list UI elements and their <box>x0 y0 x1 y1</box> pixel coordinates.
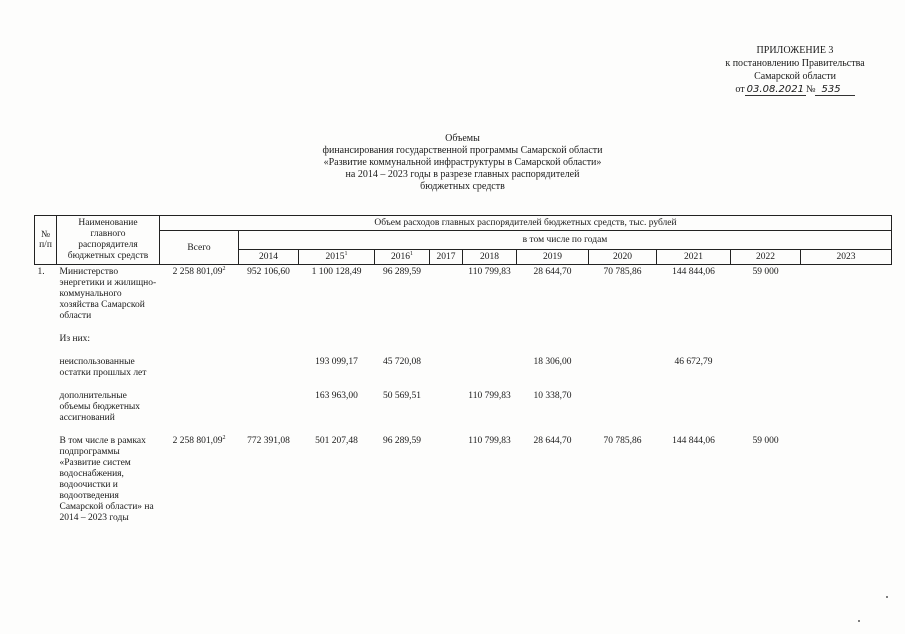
year-value-cell: 193 099,17 <box>315 357 358 367</box>
header-year: 2014 <box>239 250 299 265</box>
header-year: 2016$^1$ <box>375 250 430 265</box>
appendix-line-region: Самарской области <box>754 71 836 82</box>
year-value-cell <box>430 265 463 325</box>
header-year: 2020 <box>589 250 657 265</box>
year-value-cell: 10 338,70 <box>533 391 572 401</box>
row-number: 1. <box>37 267 45 277</box>
year-value-cell <box>589 355 657 381</box>
table-row <box>35 332 892 347</box>
number-prefix: № <box>805 84 816 95</box>
year-value-cell <box>239 355 299 381</box>
header-year: 2022 <box>731 250 801 265</box>
year-value-cell <box>731 355 801 381</box>
year-value-cell: 28 644,70 <box>533 436 572 446</box>
header-year: 2018 <box>463 250 517 265</box>
scan-speck <box>886 596 888 598</box>
table-row <box>35 265 892 325</box>
year-value-cell <box>299 332 375 347</box>
row-name: В том числе в рамках подпрограммы «Развитие систем водоснабжения, водоочистки и водоотведения Самарской области» на 2014 – 2023 годы <box>59 436 154 523</box>
year-value-cell <box>239 332 299 347</box>
year-value-cell: 28 644,70 <box>533 267 572 277</box>
financing-table <box>34 215 892 526</box>
header-year: 2021 <box>657 250 731 265</box>
title-line-3: «Развитие коммунальной инфраструктуры в Самарской области» <box>323 157 602 168</box>
title-line-5: бюджетных средств <box>420 181 505 192</box>
year-value-cell <box>801 389 892 426</box>
year-value-cell: 96 289,59 <box>383 267 421 277</box>
appendix-date-line <box>735 83 854 96</box>
appendix-line-resolution: к постановлению Правительства <box>725 58 865 69</box>
year-value-cell: 952 106,60 <box>247 267 290 277</box>
year-value-cell <box>801 355 892 381</box>
year-value-cell: 96 289,59 <box>383 436 421 446</box>
year-value-cell <box>430 355 463 381</box>
table-row <box>35 389 892 426</box>
appendix-block <box>705 44 885 96</box>
document-title <box>0 133 905 193</box>
row-name: неиспользованные остатки прошлых лет <box>59 357 147 378</box>
scan-speck <box>858 620 860 622</box>
year-value-cell <box>430 332 463 347</box>
year-value-cell <box>731 332 801 347</box>
year-value-cell <box>801 332 892 347</box>
title-line-4: на 2014 – 2023 годы в разрезе главных распорядителей <box>345 169 580 180</box>
year-value-cell: 59 000 <box>752 267 779 277</box>
year-value-cell <box>657 332 731 347</box>
year-value-cell: 144 844,06 <box>672 436 715 446</box>
year-value-cell <box>801 434 892 526</box>
row-name: дополнительные объемы бюджетных ассигнований <box>59 391 141 423</box>
appendix-title: ПРИЛОЖЕНИЕ 3 <box>756 45 834 56</box>
header-year: 2015$^1$ <box>299 250 375 265</box>
year-value-cell: 46 672,79 <box>674 357 713 367</box>
year-value-cell: 18 306,00 <box>533 357 572 367</box>
footnote-mark: 1 <box>410 251 413 257</box>
footnote-mark: 2 <box>222 266 226 272</box>
year-value-cell: 70 785,86 <box>603 436 642 446</box>
header-distributor-name: Наименование главного распорядителя бюджетных средств <box>57 216 160 265</box>
handwritten-date: 03.08.2021 <box>746 84 804 95</box>
header-expense-volume: Объем расходов главных распорядителей бюджетных средств, тыс. рублей <box>160 216 892 231</box>
year-value-cell: 59 000 <box>752 436 779 446</box>
date-prefix: от <box>735 84 745 95</box>
year-value-cell <box>589 332 657 347</box>
header-year: 2019 <box>517 250 589 265</box>
year-value-cell <box>517 332 589 347</box>
handwritten-number: 535 <box>815 84 854 96</box>
year-value-cell <box>430 434 463 526</box>
year-value-cell <box>731 389 801 426</box>
row-number <box>35 355 57 381</box>
row-total <box>160 389 239 426</box>
year-value-cell: 70 785,86 <box>603 267 642 277</box>
year-value-cell <box>801 265 892 325</box>
year-value-cell <box>463 332 517 347</box>
year-value-cell: 501 207,48 <box>315 436 358 446</box>
year-value-cell: 110 799,83 <box>468 391 511 401</box>
year-value-cell: 45 720,08 <box>383 357 421 367</box>
header-year: 2023 <box>801 250 892 265</box>
header-by-years: в том числе по годам <box>239 231 892 250</box>
footnote-mark: 2 <box>222 435 226 441</box>
row-number <box>35 332 57 347</box>
row-total: 2 258 801,09$^2$ <box>172 266 226 277</box>
year-value-cell <box>239 389 299 426</box>
footnote-mark: 1 <box>344 251 348 257</box>
table-row <box>35 434 892 526</box>
row-total <box>160 332 239 347</box>
year-value-cell: 144 844,06 <box>672 267 715 277</box>
row-number <box>35 434 57 526</box>
year-value-cell: 50 569,51 <box>383 391 421 401</box>
year-value-cell <box>589 389 657 426</box>
year-value-cell: 163 963,00 <box>315 391 358 401</box>
header-year: 2017 <box>430 250 463 265</box>
year-value-cell <box>375 332 430 347</box>
row-name: Министерство энергетики и жилищно-коммунального хозяйства Самарской области <box>59 267 157 321</box>
row-total: 2 258 801,09$^2$ <box>172 435 226 446</box>
row-name: Из них: <box>59 334 91 344</box>
table-body <box>35 265 892 527</box>
year-value-cell <box>657 389 731 426</box>
header-total: Всего <box>160 231 239 265</box>
year-value-cell: 772 391,08 <box>247 436 290 446</box>
year-value-cell: 110 799,83 <box>468 267 511 277</box>
title-line-1: Объемы <box>445 133 480 144</box>
year-value-cell: 1 100 128,49 <box>311 267 362 277</box>
title-line-2: финансирования государственной программы Самарской области <box>322 145 603 156</box>
row-total <box>160 355 239 381</box>
header-number: № п/п <box>35 216 57 265</box>
row-number <box>35 389 57 426</box>
table-row <box>35 355 892 381</box>
year-value-cell: 110 799,83 <box>468 436 511 446</box>
year-value-cell <box>430 389 463 426</box>
year-value-cell <box>463 355 517 381</box>
